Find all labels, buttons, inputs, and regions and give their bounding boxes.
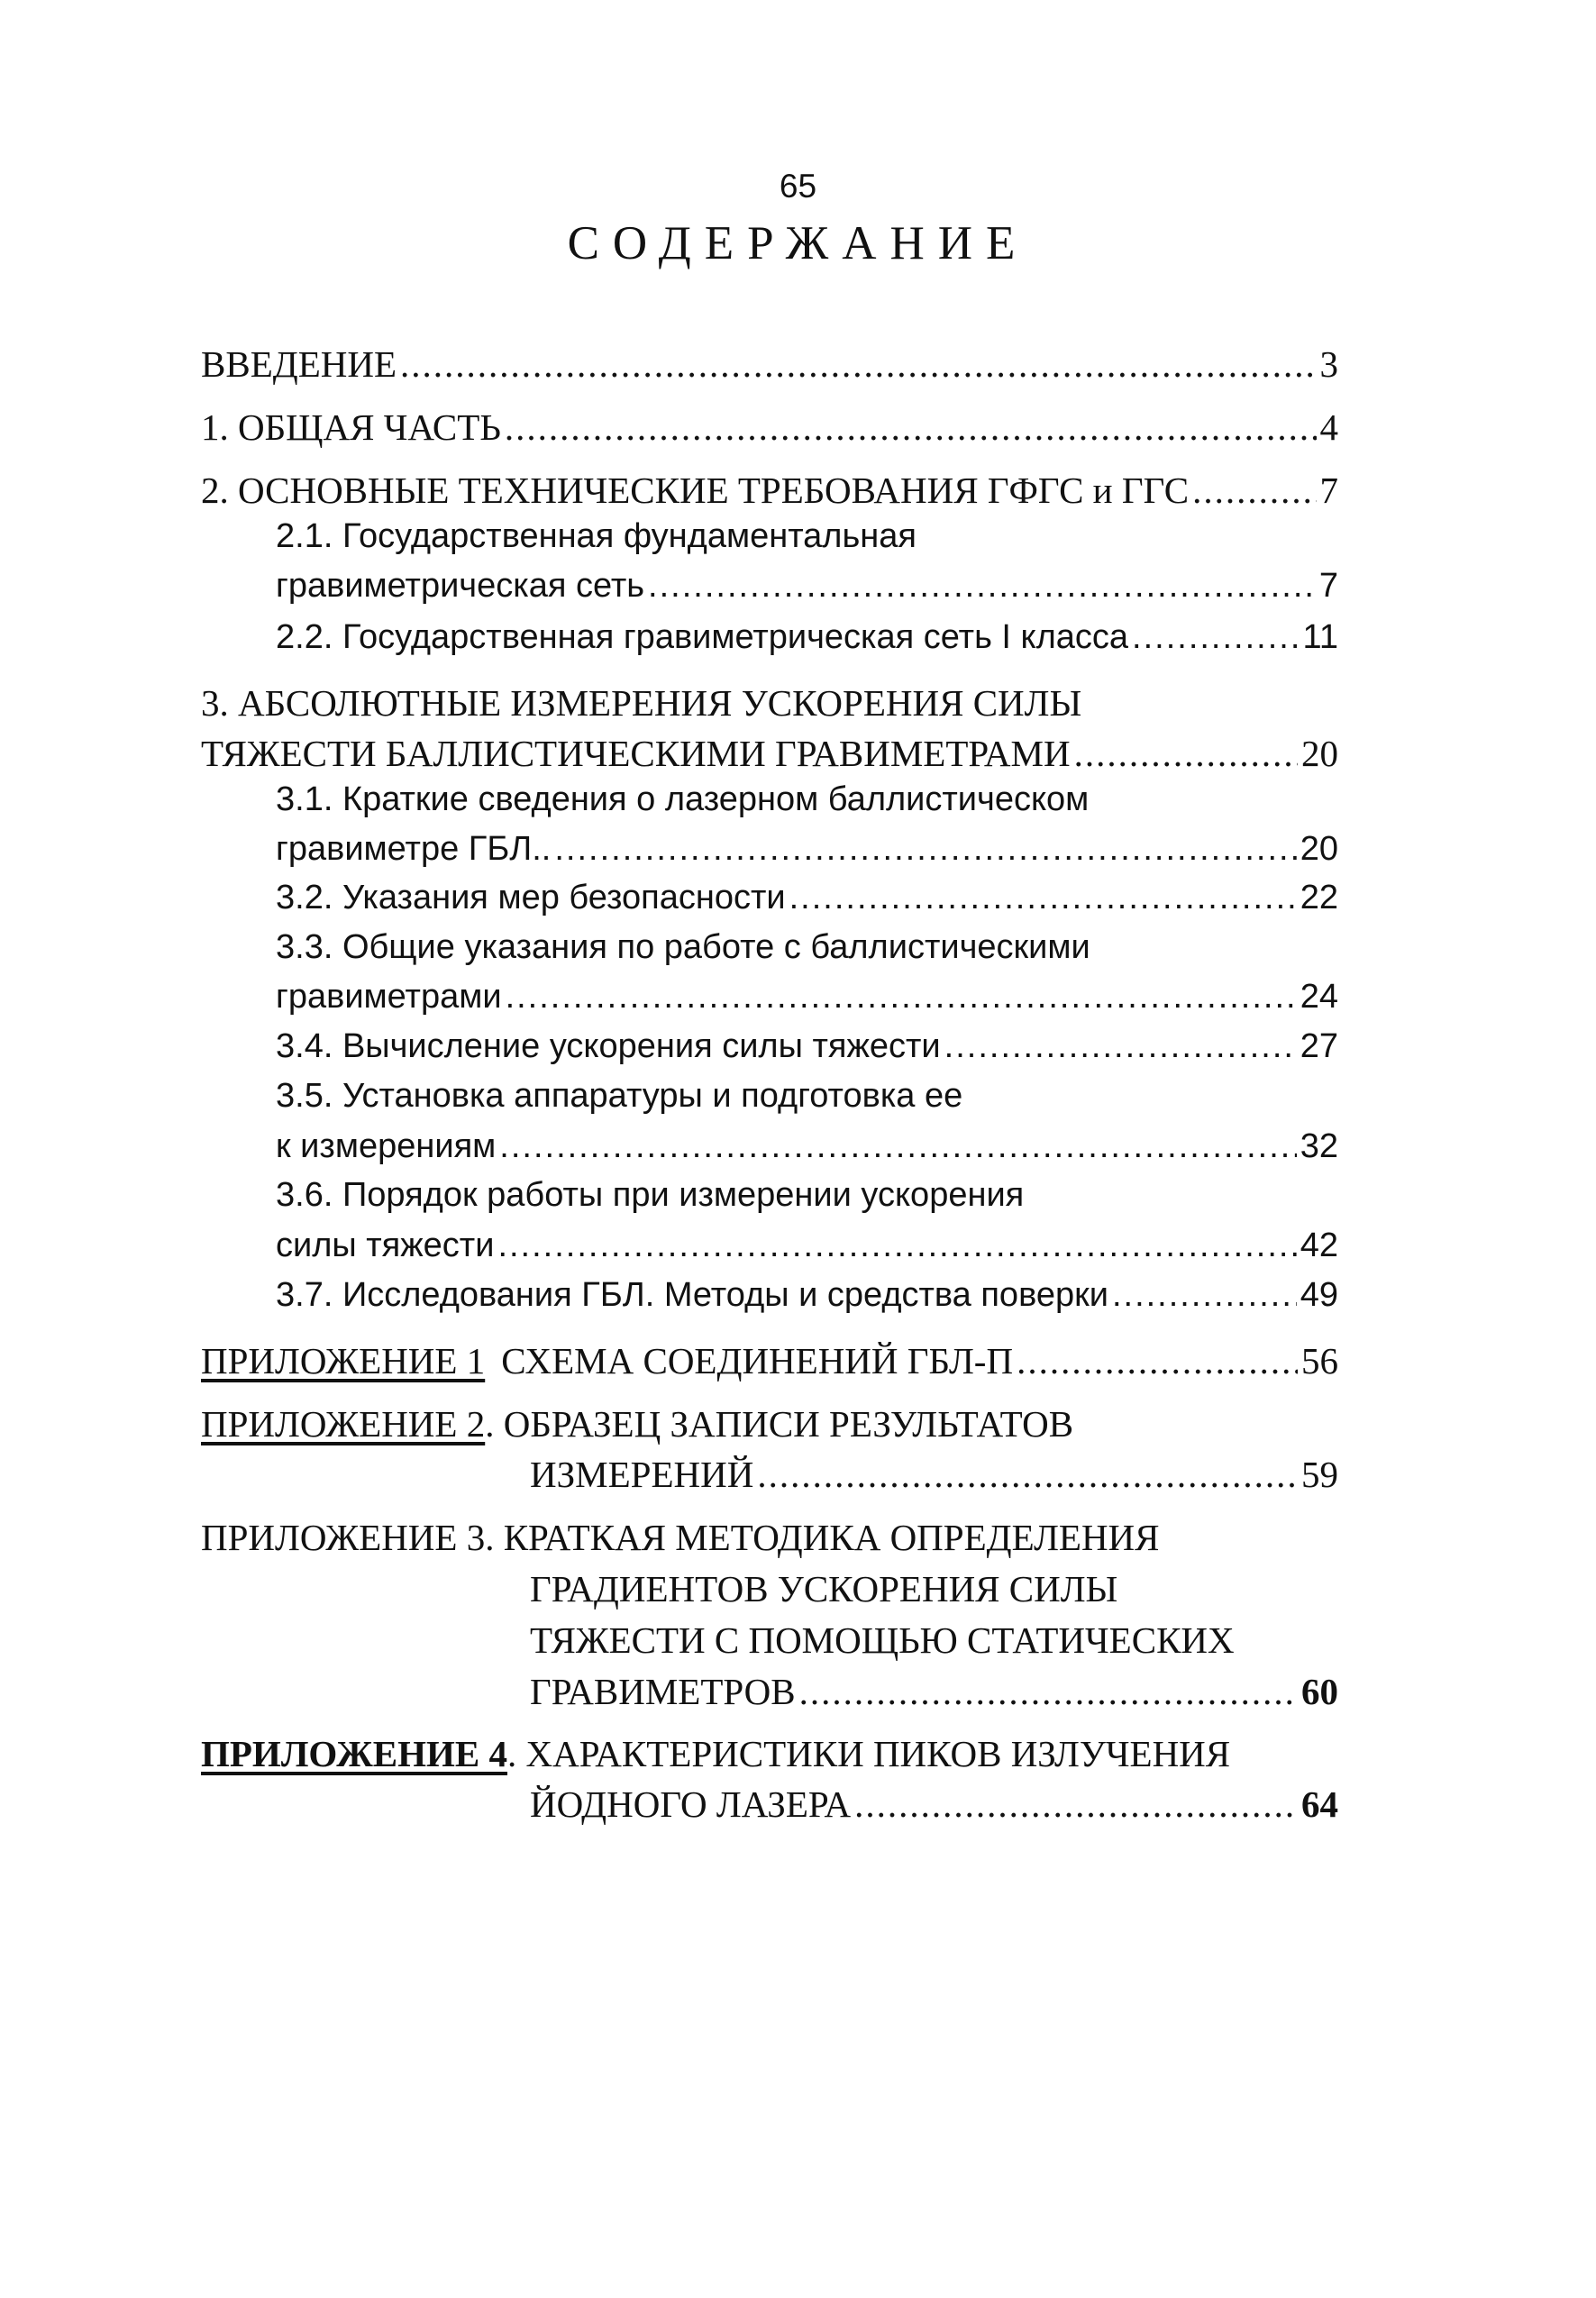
toc-entry-section-2	[201, 469, 1338, 512]
page-number: 65	[779, 168, 817, 205]
toc-entry-section-3-3-line1	[276, 928, 1090, 967]
toc-entry-appendix-3-line4	[530, 1670, 1338, 1713]
toc-entry-appendix-4-line2	[530, 1783, 1338, 1826]
toc-entry-section-3-3-line2	[276, 978, 1338, 1017]
toc-entry-section-3-line2	[201, 732, 1338, 775]
toc-entry-text: ТЯЖЕСТИ БАЛЛИСТИЧЕСКИМИ ГРАВИМЕТРАМИ	[201, 733, 1071, 774]
toc-entry-text: 2.2. Государственная гравиметрическая сеть I класса	[276, 618, 1129, 656]
toc-leader	[400, 342, 1316, 386]
page-title: СОДЕРЖАНИЕ	[567, 217, 1029, 269]
toc-entry-section-3-1-line1	[276, 780, 1089, 819]
toc-entry-text: 2.1. Государственная фундаментальная	[276, 517, 917, 555]
toc-entry-section-3-line1	[201, 681, 1081, 725]
toc-entry-text: ЙОДНОГО ЛАЗЕРА	[530, 1783, 852, 1825]
toc-entry-section-2-1-line1	[276, 517, 917, 556]
toc-entry-appendix-1	[201, 1339, 1338, 1382]
toc-entry-section-2-2	[276, 618, 1338, 657]
toc-entry-section-3-6-line1	[276, 1176, 1024, 1215]
toc-entry-appendix-3-line2	[530, 1567, 1117, 1610]
toc-entry-section-3-1-line2	[276, 830, 1338, 869]
toc-leader	[799, 1670, 1298, 1713]
toc-entry-text: . ХАРАКТЕРИСТИКИ ПИКОВ ИЗЛУЧЕНИЯ	[507, 1733, 1231, 1774]
toc-entry-section-3-4	[276, 1027, 1338, 1066]
toc-entry-section-1	[201, 406, 1338, 449]
toc-entry-text: ТЯЖЕСТИ С ПОМОЩЬЮ СТАТИЧЕСКИХ	[530, 1619, 1235, 1661]
toc-page-number: 49	[1300, 1276, 1338, 1314]
toc-entry-text: гравиметре ГБЛ..	[276, 830, 552, 868]
toc-entry-text: 3.1. Краткие сведения о лазерном баллистическом	[276, 780, 1090, 818]
toc-page-number: 24	[1300, 978, 1338, 1016]
toc-entry-text: к измерениям	[276, 1127, 497, 1165]
toc-page-number: 32	[1300, 1127, 1338, 1165]
toc-entry-text: ПРИЛОЖЕНИЕ 3. КРАТКАЯ МЕТОДИКА ОПРЕДЕЛЕНИЯ	[201, 1517, 1160, 1558]
toc-leader	[789, 879, 1297, 917]
toc-entry-text: ГРАВИМЕТРОВ	[530, 1671, 796, 1712]
toc-entry-appendix-2-line2	[530, 1453, 1338, 1496]
appendix-label: ПРИЛОЖЕНИЕ 2	[201, 1403, 486, 1445]
toc-page-number: 64	[1301, 1783, 1338, 1825]
toc-leader	[1112, 1276, 1297, 1315]
toc-entry-text: ИЗМЕРЕНИЙ	[530, 1454, 754, 1495]
toc-leader	[1132, 618, 1300, 657]
toc-entry-appendix-2-line1	[201, 1402, 1073, 1445]
toc-entry-text: 3.6. Порядок работы при измерении ускорения	[276, 1176, 1025, 1214]
toc-page-number: 20	[1300, 830, 1338, 868]
toc-entry-section-3-5-line1	[276, 1077, 962, 1116]
toc-entry-appendix-4-line1	[201, 1732, 1230, 1775]
toc-entry-text: силы тяжести	[276, 1227, 495, 1264]
toc-page-number: 20	[1301, 733, 1338, 774]
toc-page-number: 11	[1302, 618, 1338, 656]
toc-entry-text: 3.5. Установка аппаратуры и подготовка ее	[276, 1077, 963, 1115]
toc-page-number: 7	[1319, 470, 1338, 511]
toc-entry-text: ВВЕДЕНИЕ	[201, 343, 397, 385]
toc-leader	[1017, 1339, 1298, 1382]
toc-entry-text: 3.4. Вычисление ускорения силы тяжести	[276, 1027, 941, 1065]
toc-leader	[499, 1127, 1296, 1166]
toc-page-number: 7	[1318, 567, 1338, 605]
toc-page-number: 42	[1300, 1227, 1338, 1264]
toc-leader	[506, 978, 1297, 1017]
toc-leader	[854, 1783, 1298, 1826]
toc-entry-intro	[201, 342, 1338, 386]
toc-leader	[505, 406, 1317, 449]
toc-leader	[1192, 469, 1316, 512]
toc-page-number: 22	[1300, 879, 1338, 916]
appendix-label: ПРИЛОЖЕНИЕ 4	[201, 1733, 508, 1774]
toc-page-number: 60	[1301, 1671, 1338, 1712]
toc-leader	[554, 830, 1296, 869]
toc-leader	[1074, 732, 1298, 775]
toc-page-number: 27	[1300, 1027, 1338, 1065]
toc-entry-text: 3. АБСОЛЮТНЫЕ ИЗМЕРЕНИЯ УСКОРЕНИЯ СИЛЫ	[201, 682, 1082, 724]
toc-entry-appendix-3-line1	[201, 1516, 1160, 1559]
toc-page-number: 56	[1301, 1340, 1338, 1382]
toc-entry-text: гравиметрами	[276, 978, 502, 1016]
toc-entry-text: 3.7. Исследования ГБЛ. Методы и средства поверки	[276, 1276, 1108, 1314]
toc-entry-section-3-5-line2	[276, 1127, 1338, 1166]
toc-leader	[497, 1227, 1296, 1265]
toc-leader	[648, 567, 1316, 606]
toc-entry-section-3-7	[276, 1276, 1338, 1315]
toc-leader	[757, 1453, 1298, 1496]
toc-entry-text: СХЕМА СОЕДИНЕНИЙ ГБЛ-П	[501, 1340, 1014, 1382]
toc-page-number: 59	[1301, 1454, 1338, 1495]
appendix-label: ПРИЛОЖЕНИЕ 1	[201, 1340, 486, 1382]
toc-entry-text: гравиметрическая сеть	[276, 567, 645, 605]
toc-entry-section-3-6-line2	[276, 1227, 1338, 1265]
toc-page-number: 3	[1319, 343, 1338, 385]
toc-entry-text: ГРАДИЕНТОВ УСКОРЕНИЯ СИЛЫ	[530, 1568, 1118, 1610]
toc-entry-text: . ОБРАЗЕЦ ЗАПИСИ РЕЗУЛЬТАТОВ	[485, 1403, 1074, 1445]
toc-entry-appendix-3-line3	[530, 1619, 1235, 1662]
toc-page-number: 4	[1319, 406, 1338, 448]
toc-entry-text: 2. ОСНОВНЫЕ ТЕХНИЧЕСКИЕ ТРЕБОВАНИЯ ГФГС и ГГС	[201, 470, 1190, 511]
toc-entry-section-2-1-line2	[276, 567, 1338, 606]
toc-leader	[944, 1027, 1297, 1066]
toc-entry-text: 3.2. Указания мер безопасности	[276, 879, 786, 916]
toc-entry-section-3-2	[276, 879, 1338, 917]
toc-entry-text: 3.3. Общие указания по работе с баллистическими	[276, 928, 1090, 966]
toc-entry-text: 1. ОБЩАЯ ЧАСТЬ	[201, 406, 501, 448]
